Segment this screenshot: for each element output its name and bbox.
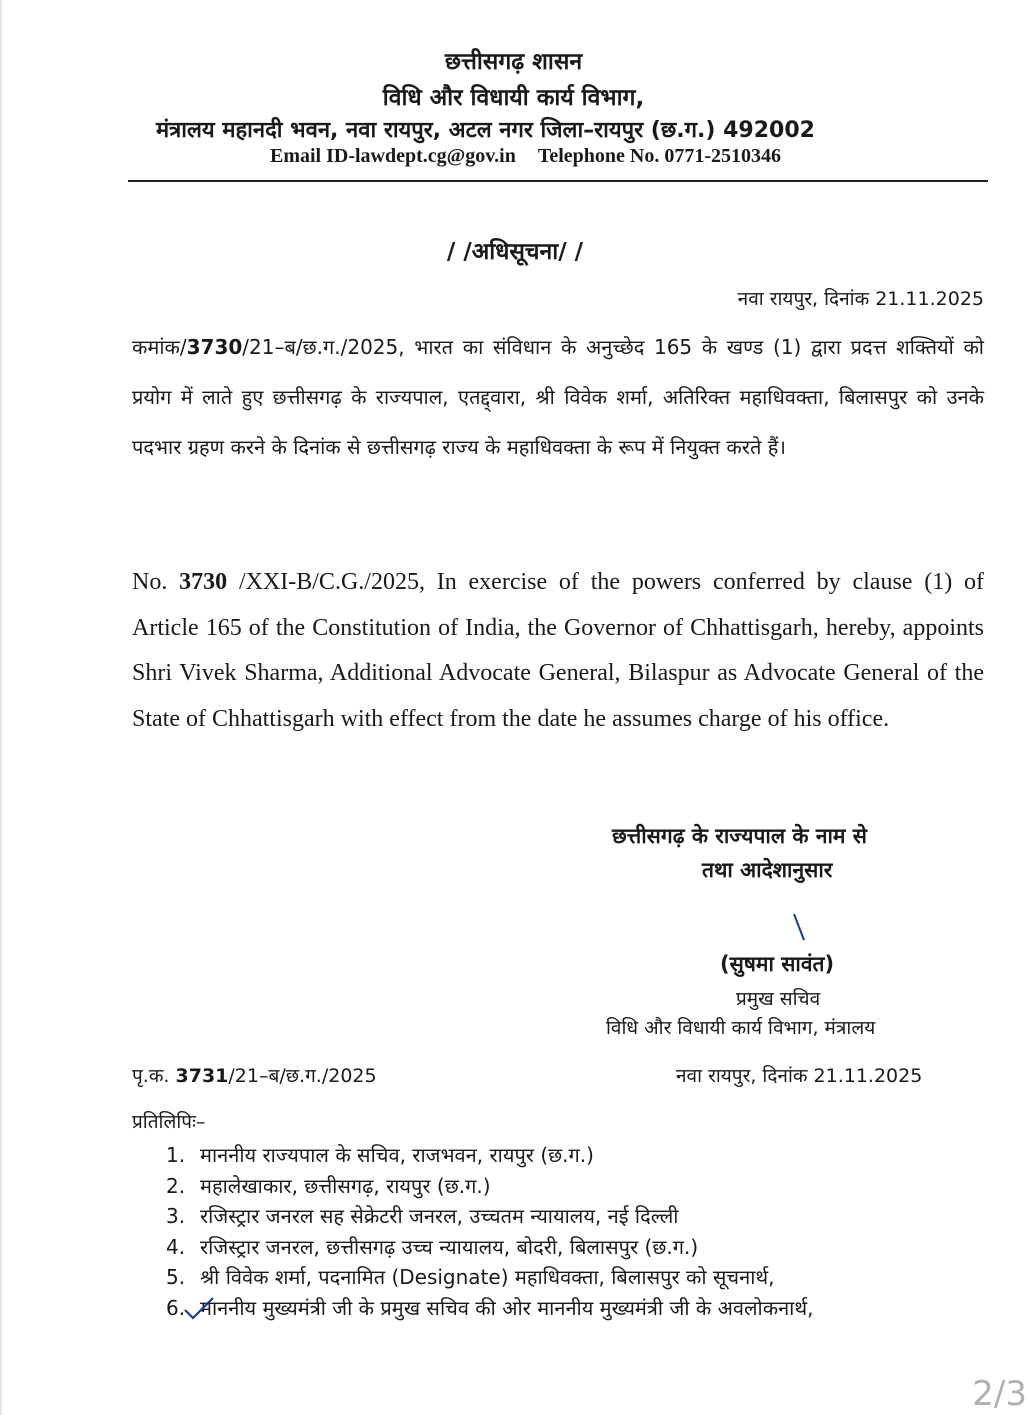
copy-to-label: प्रतिलिपिः– bbox=[132, 1111, 206, 1133]
signature-mark-icon bbox=[792, 912, 806, 942]
government-heading: छत्तीसगढ़ शासन bbox=[444, 49, 583, 75]
english-order-prefix: No. bbox=[132, 569, 168, 595]
header-divider bbox=[128, 180, 988, 182]
endorsement-reference bbox=[132, 1062, 377, 1088]
email: Email ID-lawdept.cg@gov.in bbox=[270, 145, 516, 167]
signatory-department: विधि और विधायी कार्य विभाग, मंत्रालय bbox=[606, 1017, 876, 1039]
checkmark-icon bbox=[184, 1296, 214, 1320]
telephone: Telephone No. 0771-2510346 bbox=[537, 145, 782, 167]
copy-list bbox=[166, 1140, 814, 1323]
signature-authority-line2: तथा आदेशानुसार bbox=[702, 858, 833, 882]
endorsement-ref-suffix: /21–ब/छ.ग./2025 bbox=[228, 1065, 377, 1087]
endorsement-date: नवा रायपुर, दिनांक 21.11.2025 bbox=[676, 1065, 923, 1087]
list-item: 5. श्री विवेक शर्मा, पदनामित (Designate) महाधिवक्ता, बिलासपुर को सूचनार्थ, bbox=[166, 1265, 775, 1289]
signatory-name: (सुषमा सावंत) bbox=[720, 952, 835, 976]
address: मंत्रालय महानदी भवन, नवा रायपुर, अटल नगर जिला–रायपुर (छ.ग.) bbox=[156, 118, 716, 143]
list-item: 3. रजिस्ट्रार जनरल सह सेक्रेटरी जनरल, उच्चतम न्यायालय, नई दिल्ली bbox=[166, 1204, 679, 1228]
address-line bbox=[156, 114, 815, 144]
list-item: 1. माननीय राज्यपाल के सचिव, राजभवन, रायपुर (छ.ग.) bbox=[166, 1143, 594, 1167]
english-order-body: /XXI-B/C.G./2025, In exercise of the powers conferred by clause (1) of Article 165 of the Constitution of India, the Governor of Chhattisgarh, hereby, appoints Shri Vivek Sharma, Additional Advocate General, Bilaspur as Advocate General of the State of Chhattisgarh with effect from the date he assumes charge of his office. bbox=[132, 569, 984, 732]
list-item: 2. महालेखाकार, छत्तीसगढ़, रायपुर (छ.ग.) bbox=[166, 1173, 491, 1198]
endorsement-ref-number: 3731 bbox=[175, 1065, 229, 1087]
contact-line bbox=[270, 145, 781, 168]
signature-authority-line1: छत्तीसगढ़ के राज्यपाल के नाम से bbox=[612, 824, 867, 848]
list-item: 6. माननीय मुख्यमंत्री जी के प्रमुख सचिव की ओर माननीय मुख्यमंत्री जी के अवलोकनार्थ, bbox=[166, 1295, 814, 1320]
hindi-order-prefix: कमांक/ bbox=[132, 335, 187, 359]
hindi-order-number: 3730 bbox=[186, 335, 243, 359]
english-order-number: 3730 bbox=[179, 569, 228, 595]
department-heading: विधि और विधायी कार्य विभाग, bbox=[382, 85, 645, 111]
hindi-notification-text bbox=[132, 322, 984, 472]
notification-title: / /अधिसूचना/ / bbox=[446, 239, 584, 265]
endorsement-ref-prefix: पृ.क. bbox=[132, 1065, 170, 1087]
list-item: 4. रजिस्ट्रार जनरल, छत्तीसगढ़ उच्च न्यायालय, बोदरी, बिलासपुर (छ.ग.) bbox=[166, 1234, 699, 1259]
signatory-designation: प्रमुख सचिव bbox=[736, 988, 821, 1010]
english-notification-text bbox=[132, 560, 984, 742]
hindi-order-body: /21–ब/छ.ग./2025, भारत का संविधान के अनुच्छेद 165 के खण्ड (1) द्वारा प्रदत्त शक्तियों को प्रयोग में लाते हुए छत्तीसगढ़ के राज्यपाल, एतद्द्वारा, श्री विवेक शर्मा, अतिरिक्त महाधिवक्ता, बिलासपुर को उनके पदभार ग्रहण करने के दिनांक से छत्तीसगढ़ राज्य के महाधिवक्ता के रूप में नियुक्त करते हैं। bbox=[132, 335, 984, 459]
page-indicator: 2/3 bbox=[972, 1374, 1027, 1414]
pincode: 492002 bbox=[723, 118, 815, 143]
notification-date: नवा रायपुर, दिनांक 21.11.2025 bbox=[737, 288, 984, 310]
